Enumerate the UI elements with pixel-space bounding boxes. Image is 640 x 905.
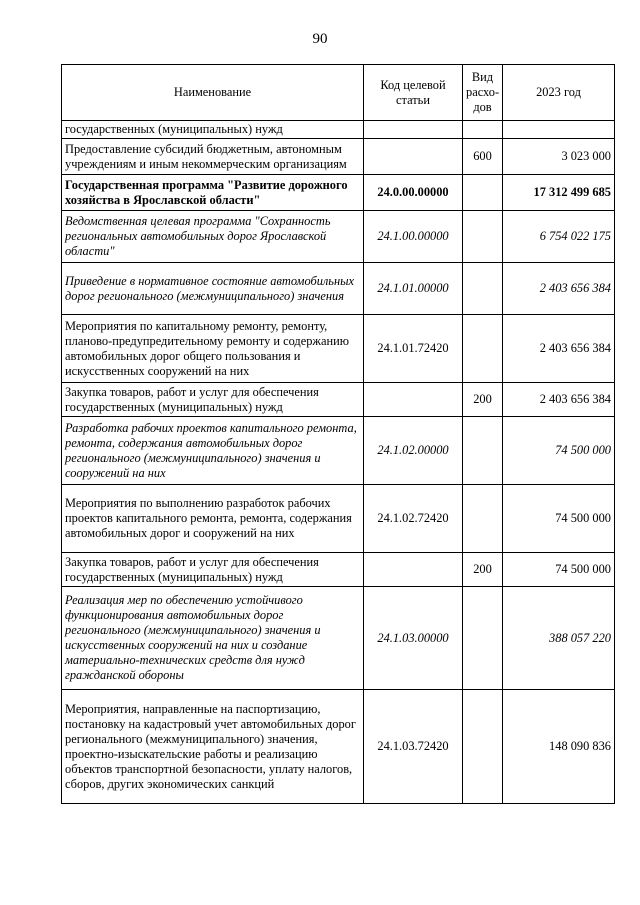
- cell-code: [364, 139, 463, 175]
- page-number: 90: [312, 31, 328, 47]
- cell-kind: [463, 175, 503, 211]
- cell-code: [364, 121, 463, 139]
- cell-kind: [463, 121, 503, 139]
- cell-kind: [463, 263, 503, 315]
- table-row: [62, 263, 615, 315]
- table-row: [62, 383, 615, 417]
- table-row: [62, 121, 615, 139]
- cell-amount: 388 057 220: [503, 587, 615, 690]
- cell-name: Закупка товаров, работ и услуг для обеспечения государственных (муниципальных) нужд: [62, 383, 364, 417]
- cell-kind: [463, 315, 503, 383]
- cell-code: 24.1.03.72420: [364, 690, 463, 804]
- cell-amount: 74 500 000: [503, 485, 615, 553]
- cell-amount: 3 023 000: [503, 139, 615, 175]
- cell-name: Разработка рабочих проектов капитального ремонта, ремонта, содержания автомобильных дорог регионального (межмуниципального) значения и сооружений на них: [62, 417, 364, 485]
- cell-kind: [463, 690, 503, 804]
- cell-amount: 2 403 656 384: [503, 383, 615, 417]
- cell-code: [364, 383, 463, 417]
- table-row: [62, 315, 615, 383]
- cell-name: Ведомственная целевая программа "Сохранность региональных автомобильных дорог Ярославской области": [62, 211, 364, 263]
- cell-code: 24.1.01.72420: [364, 315, 463, 383]
- table-row: [62, 417, 615, 485]
- cell-name: Государственная программа "Развитие дорожного хозяйства в Ярославской области": [62, 175, 364, 211]
- header-year: 2023 год: [503, 65, 615, 121]
- cell-amount: 74 500 000: [503, 417, 615, 485]
- cell-kind: [463, 417, 503, 485]
- header-name: Наименование: [62, 65, 364, 121]
- cell-name: Реализация мер по обеспечению устойчивого функционирования автомобильных дорог регионального (межмуниципального) значения и искусственных сооружений на них и создание материально-технических средств для нужд гражданской обороны: [62, 587, 364, 690]
- cell-amount: 148 090 836: [503, 690, 615, 804]
- cell-kind: 200: [463, 383, 503, 417]
- table-row: [62, 175, 615, 211]
- cell-code: 24.1.02.00000: [364, 417, 463, 485]
- cell-code: 24.1.02.72420: [364, 485, 463, 553]
- table-row: [62, 553, 615, 587]
- cell-name: Мероприятия, направленные на паспортизацию, постановку на кадастровый учет автомобильных дорог регионального (межмуниципального) значения, проектно-изыскательские работы и реализацию объектов транспортной безопасности, уплату налогов, сборов, других экономических санкций: [62, 690, 364, 804]
- cell-code: 24.1.03.00000: [364, 587, 463, 690]
- table-header-row: [62, 65, 615, 121]
- table-row: [62, 485, 615, 553]
- cell-amount: 6 754 022 175: [503, 211, 615, 263]
- cell-code: 24.0.00.00000: [364, 175, 463, 211]
- cell-name: Приведение в нормативное состояние автомобильных дорог регионального (межмуниципального) значения: [62, 263, 364, 315]
- cell-code: 24.1.01.00000: [364, 263, 463, 315]
- cell-kind: 200: [463, 553, 503, 587]
- cell-amount: 2 403 656 384: [503, 315, 615, 383]
- table-row: [62, 690, 615, 804]
- cell-name: Предоставление субсидий бюджетным, автономным учреждениям и иным некоммерческим организациям: [62, 139, 364, 175]
- cell-name: государственных (муниципальных) нужд: [62, 121, 364, 139]
- cell-amount: 2 403 656 384: [503, 263, 615, 315]
- cell-name: Мероприятия по выполнению разработок рабочих проектов капитального ремонта, ремонта, содержания автомобильных дорог и сооружений на них: [62, 485, 364, 553]
- cell-kind: 600: [463, 139, 503, 175]
- cell-kind: [463, 485, 503, 553]
- table-row: [62, 139, 615, 175]
- cell-amount: 74 500 000: [503, 553, 615, 587]
- cell-code: 24.1.00.00000: [364, 211, 463, 263]
- table-row: [62, 211, 615, 263]
- cell-amount: [503, 121, 615, 139]
- header-kind: Вид расхо-дов: [463, 65, 503, 121]
- cell-kind: [463, 211, 503, 263]
- cell-name: Мероприятия по капитальному ремонту, ремонту, планово-предупредительному ремонту и содержанию автомобильных дорог общего пользования и искусственных сооружений на них: [62, 315, 364, 383]
- budget-table: [61, 64, 615, 804]
- cell-name: Закупка товаров, работ и услуг для обеспечения государственных (муниципальных) нужд: [62, 553, 364, 587]
- header-code: Код целевой статьи: [364, 65, 463, 121]
- cell-amount: 17 312 499 685: [503, 175, 615, 211]
- cell-kind: [463, 587, 503, 690]
- cell-code: [364, 553, 463, 587]
- table-row: [62, 587, 615, 690]
